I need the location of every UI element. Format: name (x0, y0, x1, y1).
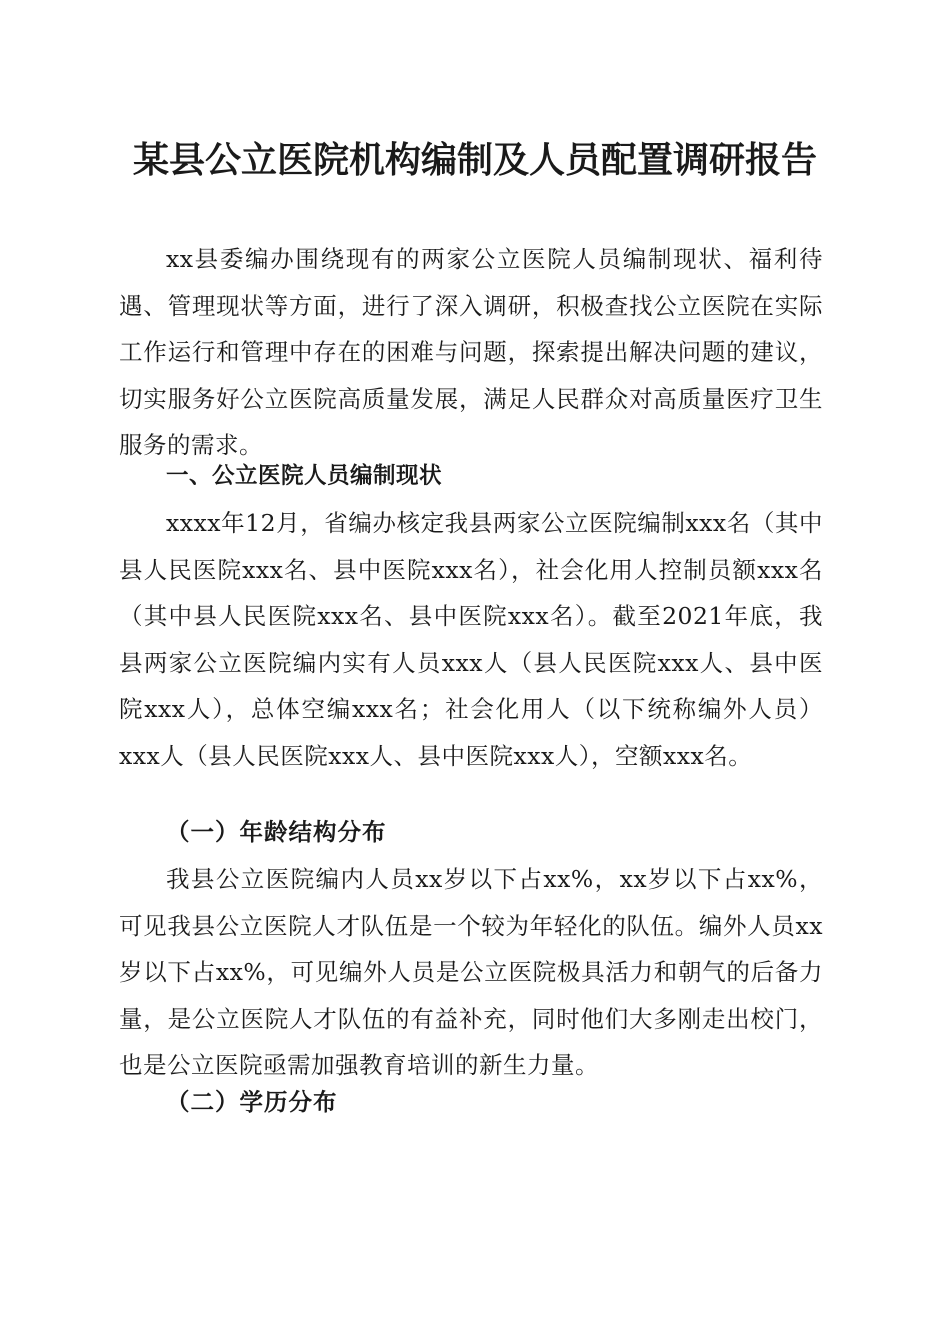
document-title: 某县公立医院机构编制及人员配置调研报告 (132, 139, 817, 181)
section-heading-1: 一、公立医院人员编制现状 (166, 463, 443, 489)
section-1-paragraph: xxxx年12月，省编办核定我县两家公立医院编制xxx名（其中县人民医院xxx名、县中医院xxx名），社会化用人控制员额xxx名（其中县人民医院xxx名、县中医院xxx名）。截至2021年底，我县两家公立医院编内实有人员xxx人（县人民医院xxx人、县中医院xxx人），总体空编xxx名；社会化用人（以下统称编外人员）xxx人（县人民医院xxx人、县中医院xxx人），空额xxx名。 (119, 509, 823, 770)
subsection-heading-education: （二）学历分布 (166, 1088, 338, 1116)
subsection-heading-age: （一）年龄结构分布 (166, 818, 387, 846)
intro-paragraph: xx县委编办围绕现有的两家公立医院人员编制现状、福利待遇、管理现状等方面，进行了深入调研，积极查找公立医院在实际工作运行和管理中存在的困难与问题，探索提出解决问题的建议，切实服务好公立医院高质量发展，满足人民群众对高质量医疗卫生服务的需求。 (119, 245, 823, 459)
subsection-age-paragraph: 我县公立医院编内人员xx岁以下占xx%，xx岁以下占xx%，可见我县公立医院人才队伍是一个较为年轻化的队伍。编外人员xx岁以下占xx%，可见编外人员是公立医院极具活力和朝气的后备力量，是公立医院人才队伍的有益补充，同时他们大多刚走出校门，也是公立医院亟需加强教育培训的新生力量。 (119, 865, 823, 1079)
